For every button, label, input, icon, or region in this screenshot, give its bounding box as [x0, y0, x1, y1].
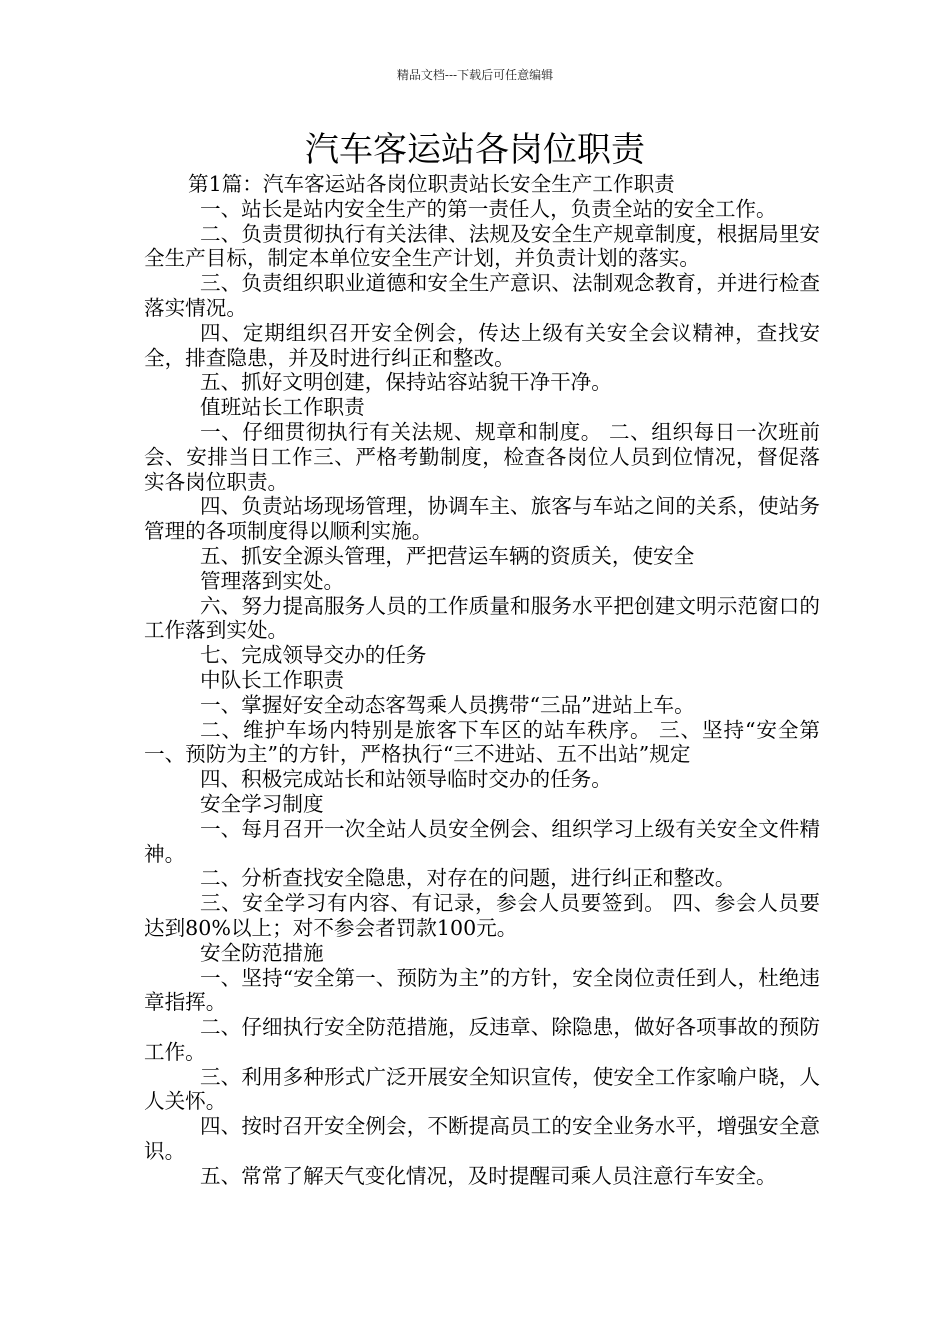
- subheading-safety-measures: 安全防范措施: [200, 940, 324, 965]
- document-body: [144, 172, 820, 1189]
- paragraph: 二、仔细执行安全防范措施，反违章、除隐患，做好各项事故的预防工作。: [144, 1015, 820, 1064]
- paragraph: 四、负责站场现场管理，协调车主、旅客与车站之间的关系，使站务管理的各项制度得以顺利实施。: [144, 494, 820, 544]
- paragraph: 七、完成领导交办的任务: [200, 643, 427, 668]
- paragraph: 一、站长是站内安全生产的第一责任人，负责全站的安全工作。: [200, 196, 777, 221]
- document-title: 汽车客运站各岗位职责: [305, 130, 645, 170]
- subheading-squad-leader: 中队长工作职责: [200, 667, 345, 692]
- paragraph-section-heading: 第1篇：汽车客运站各岗位职责站长安全生产工作职责: [188, 172, 675, 196]
- subheading-safety-study: 安全学习制度: [200, 791, 324, 816]
- paragraph: 管理落到实处。: [200, 568, 345, 593]
- paragraph: 五、抓安全源头管理，严把营运车辆的资质关，使安全: [200, 543, 695, 568]
- paragraph: 一、每月召开一次全站人员安全例会、组织学习上级有关安全文件精神。: [144, 816, 820, 866]
- paragraph: 二、负责贯彻执行有关法律、法规及安全生产规章制度，根据局里安全生产目标，制定本单位安全生产计划，并负责计划的落实。: [144, 221, 820, 271]
- paragraph: 一、掌握好安全动态客驾乘人员携带“三品”进站上车。: [200, 692, 695, 717]
- paragraph: 四、积极完成站长和站领导临时交办的任务。: [200, 767, 612, 792]
- paragraph: 三、利用多种形式广泛开展安全知识宣传，使安全工作家喻户晓，人人关怀。: [144, 1064, 820, 1114]
- subheading-duty-manager: 值班站长工作职责: [200, 395, 365, 420]
- header-note: 精品文档---下载后可任意编辑: [396, 68, 554, 82]
- paragraph: 四、按时召开安全例会，不断提高员工的安全业务水平，增强安全意识。: [144, 1114, 820, 1164]
- paragraph: 五、抓好文明创建，保持站容站貌干净干净。: [200, 370, 612, 395]
- paragraph: 五、常常了解天气变化情况，及时提醒司乘人员注意行车安全。: [200, 1163, 777, 1188]
- paragraph: 六、努力提高服务人员的工作质量和服务水平把创建文明示范窗口的工作落到实处。: [144, 593, 820, 643]
- paragraph: 二、维护车场内特别是旅客下车区的站车秩序。 三、坚持“安全第一、预防为主”的方针，严格执行“三不进站、五不出站”规定: [144, 717, 820, 767]
- paragraph: 一、仔细贯彻执行有关法规、规章和制度。 二、组织每日一次班前会、安排当日工作三、严格考勤制度，检查各岗位人员到位情况，督促落实各岗位职责。: [144, 419, 820, 494]
- paragraph: 四、定期组织召开安全例会，传达上级有关安全会议精神，查找安全，排查隐患，并及时进行纠正和整改。: [144, 320, 820, 370]
- paragraph: 三、安全学习有内容、有记录，参会人员要签到。 四、参会人员要达到80%以上；对不参会者罚款100元。: [144, 891, 820, 940]
- paragraph: 一、坚持“安全第一、预防为主”的方针，安全岗位责任到人，杜绝违章指挥。: [144, 965, 820, 1015]
- paragraph: 二、分析查找安全隐患，对存在的问题，进行纠正和整改。: [200, 866, 736, 891]
- paragraph: 三、负责组织职业道德和安全生产意识、法制观念教育，并进行检查落实情况。: [144, 271, 820, 320]
